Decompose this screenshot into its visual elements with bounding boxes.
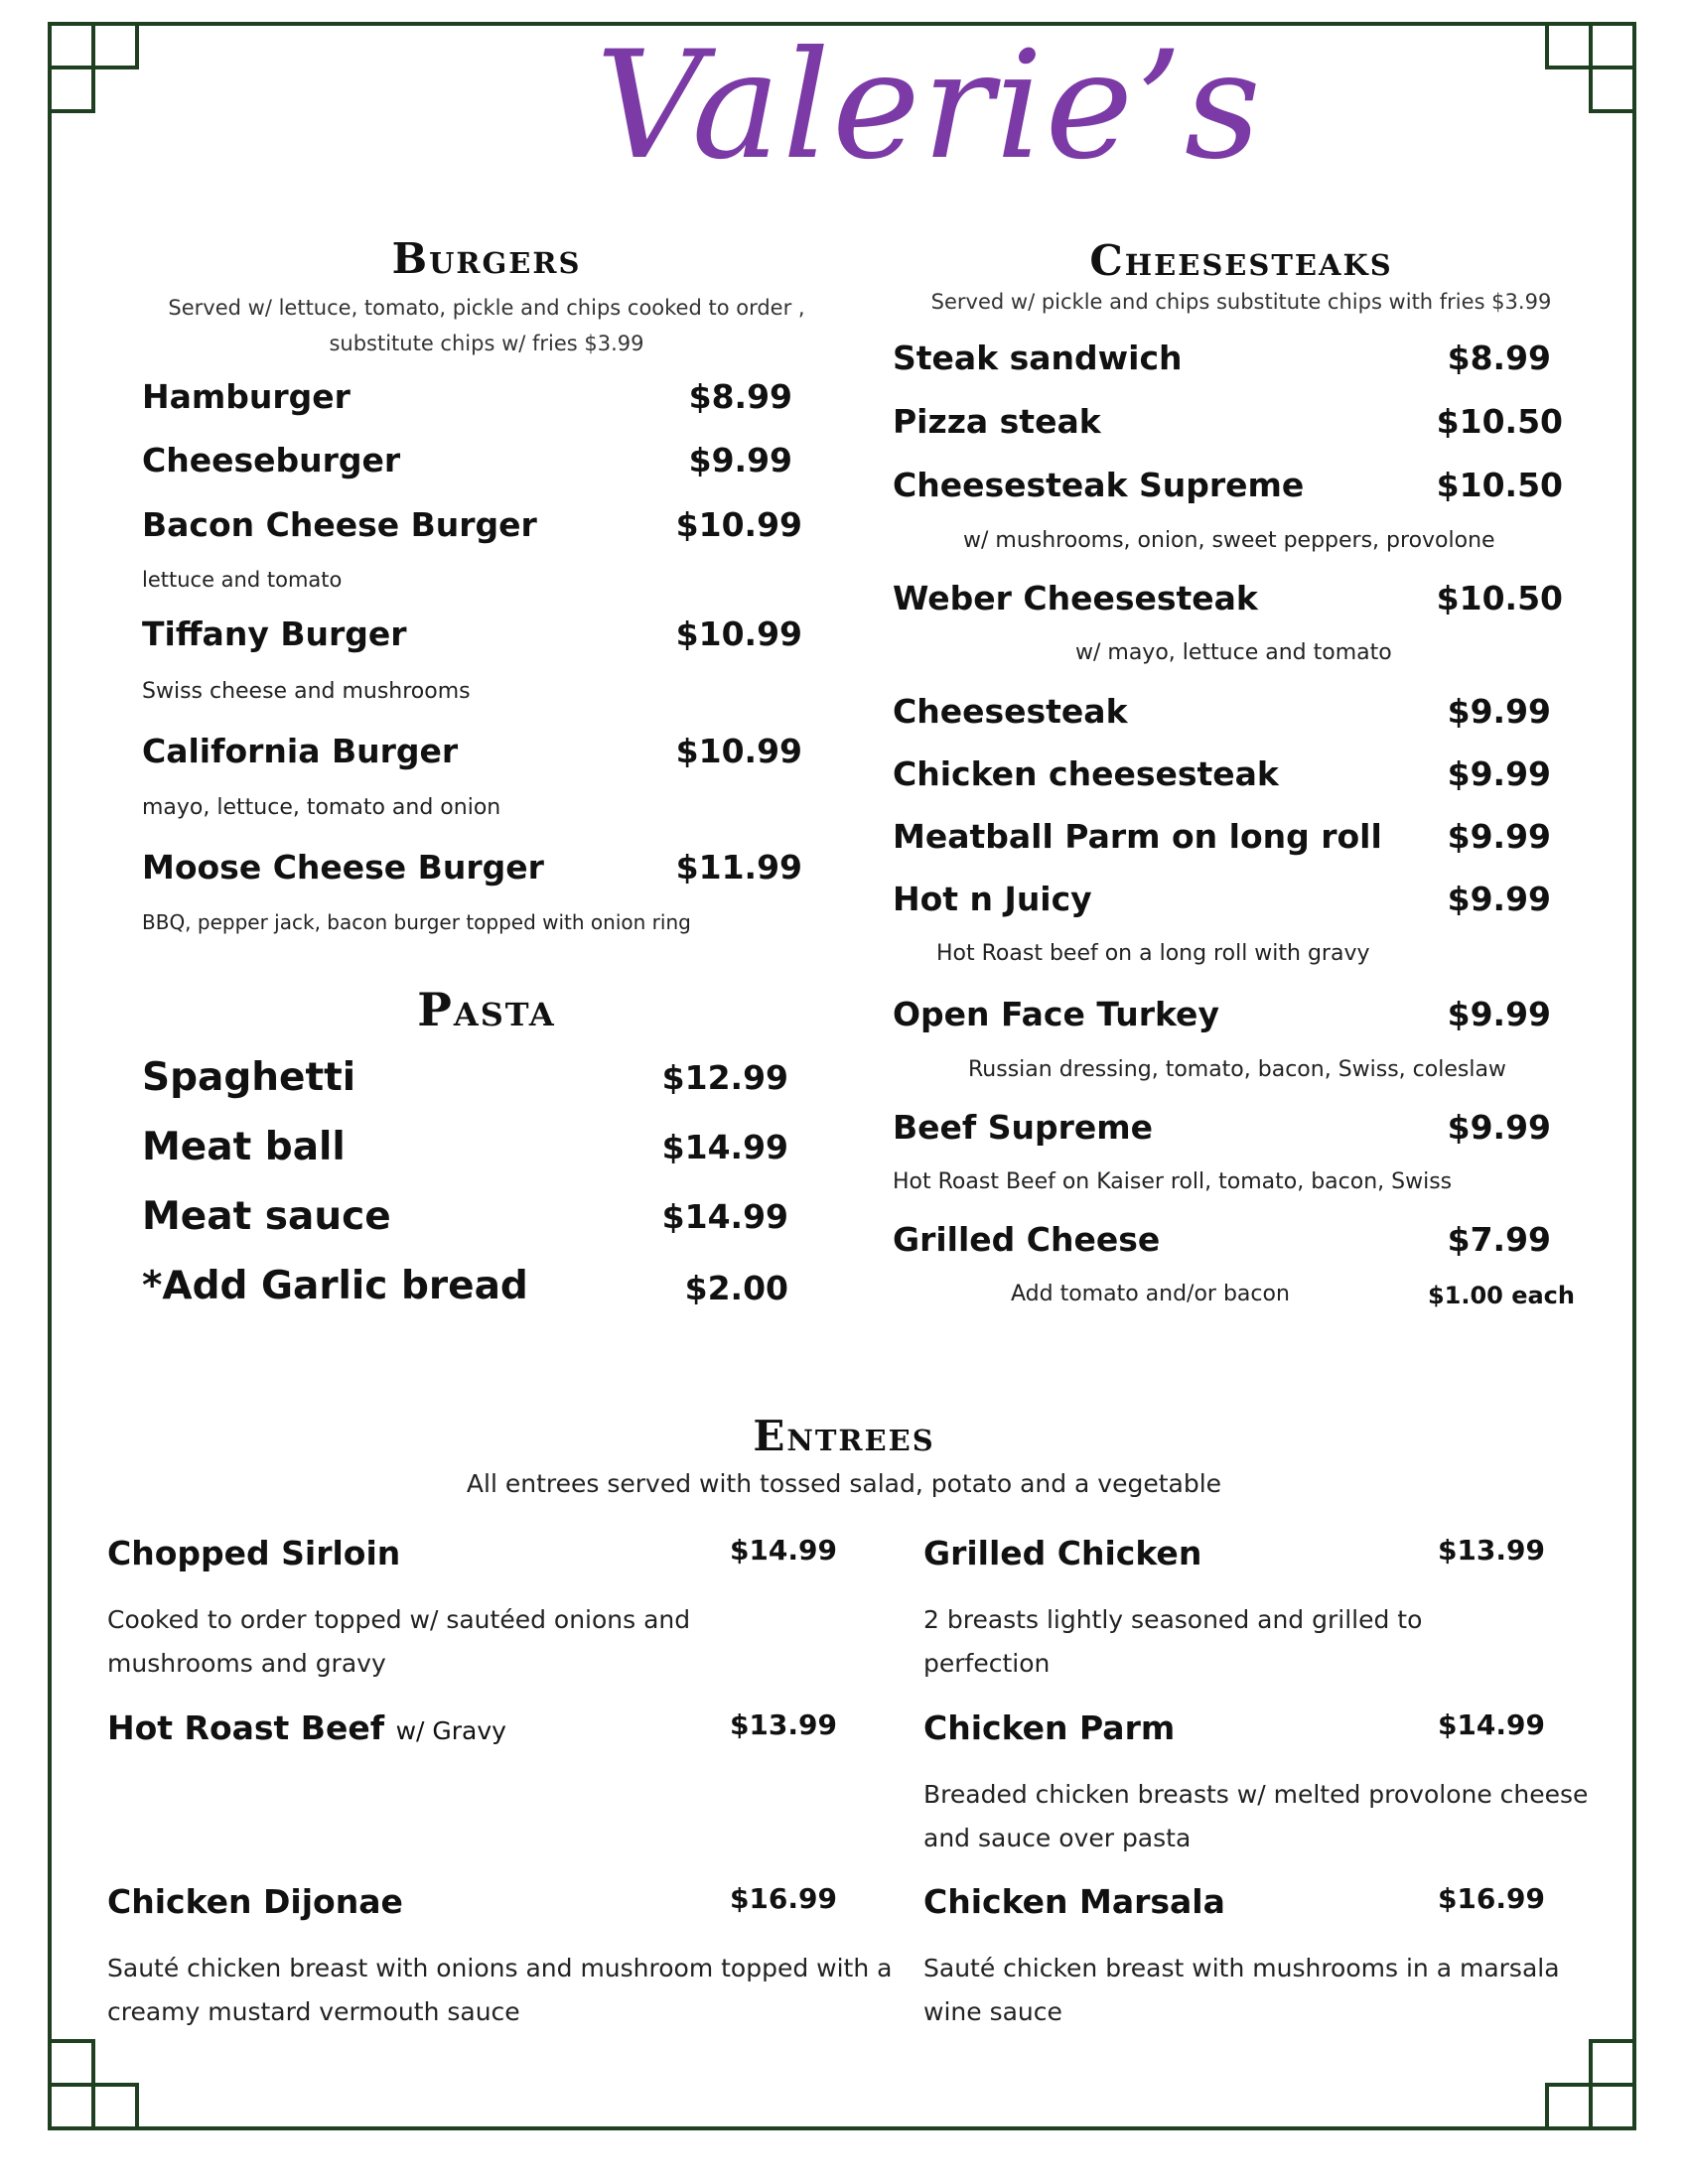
menu-item-price: $10.50 <box>1436 402 1563 441</box>
entree-price: $16.99 <box>1437 1882 1545 1915</box>
menu-item-name: Cheesesteak Supreme <box>893 466 1305 504</box>
menu-item-desc: mayo, lettuce, tomato and onion <box>142 795 501 820</box>
entree-desc: Cooked to order topped w/ sautéed onions and mushrooms and gravy <box>107 1605 691 1678</box>
menu-item-price: $9.99 <box>1447 1108 1551 1147</box>
entree-name: Grilled Chicken <box>923 1534 1202 1572</box>
entree-price: $14.99 <box>729 1534 837 1567</box>
menu-item-price: $9.99 <box>1447 817 1551 856</box>
entree-desc: Sauté chicken breast with mushrooms in a marsala wine sauce <box>923 1954 1560 2026</box>
menu-item-name: *Add Garlic bread <box>142 1264 528 1308</box>
menu-item-desc: BBQ, pepper jack, bacon burger topped with onion ring <box>142 910 691 934</box>
menu-item-name: Hot n Juicy <box>893 880 1092 918</box>
entree-name: Chicken Marsala <box>923 1882 1225 1921</box>
entree-price: $16.99 <box>729 1882 837 1915</box>
menu-item-price: $10.50 <box>1436 466 1563 504</box>
menu-item-price: $14.99 <box>661 1197 788 1236</box>
cheesesteaks-note: Served w/ pickle and chips substitute chips with fries $3.99 <box>930 290 1552 314</box>
burgers-title: Burgers <box>391 234 582 283</box>
menu-item-price: $9.99 <box>1447 754 1551 793</box>
menu-item-name: Hamburger <box>142 377 351 416</box>
restaurant-logo: Valerie’s <box>596 20 1263 193</box>
menu-item-name: Beef Supreme <box>893 1108 1154 1147</box>
menu-item-name: Open Face Turkey <box>893 995 1219 1033</box>
menu-item-desc: Russian dressing, tomato, bacon, Swiss, coleslaw <box>968 1057 1506 1082</box>
menu-item-name: Moose Cheese Burger <box>142 848 544 887</box>
menu-item-price: $9.99 <box>688 441 792 479</box>
menu-item-price: $10.99 <box>675 614 802 653</box>
menu-item-desc: w/ mayo, lettuce and tomato <box>1075 640 1392 665</box>
menu-item-name: Cheesesteak <box>893 692 1128 731</box>
entree-suffix: w/ Gravy <box>395 1716 506 1745</box>
burgers-note: Served w/ lettuce, tomato, pickle and chips cooked to order , substitute chips w/ fries $3.99 <box>168 296 805 355</box>
entree-desc: Sauté chicken breast with onions and mushroom topped with a creamy mustard vermouth sauce <box>107 1954 893 2026</box>
menu-item-price: $12.99 <box>661 1058 788 1097</box>
menu-item-price: $9.99 <box>1447 995 1551 1033</box>
menu-item-price: $9.99 <box>1447 880 1551 918</box>
menu-item-price: $10.99 <box>675 732 802 770</box>
corner-ornament-top-left <box>48 22 147 121</box>
menu-item-name: Bacon Cheese Burger <box>142 505 537 544</box>
menu-item-price: $8.99 <box>1447 339 1551 377</box>
menu-item-desc: Hot Roast beef on a long roll with gravy <box>936 941 1370 966</box>
entree-name: Chicken Parm <box>923 1708 1176 1747</box>
entree-name: Chicken Dijonae <box>107 1882 403 1921</box>
corner-ornament-bottom-left <box>48 2031 147 2130</box>
menu-item-price: $7.99 <box>1447 1220 1551 1259</box>
menu-item-name: California Burger <box>142 732 459 770</box>
menu-item-desc: Swiss cheese and mushrooms <box>142 679 471 704</box>
corner-ornament-top-right <box>1537 22 1636 121</box>
menu-item-name: Meatball Parm on long roll <box>893 817 1382 856</box>
corner-ornament-bottom-right <box>1537 2031 1636 2130</box>
menu-item-desc: w/ mushrooms, onion, sweet peppers, provolone <box>963 528 1495 553</box>
pasta-title: Pasta <box>417 983 556 1036</box>
menu-item-desc: lettuce and tomato <box>142 568 343 592</box>
menu-item-price: $10.50 <box>1436 579 1563 617</box>
menu-item-price: $8.99 <box>688 377 792 416</box>
entree-desc: Breaded chicken breasts w/ melted provolone cheese and sauce over pasta <box>923 1780 1589 1852</box>
entrees-note: All entrees served with tossed salad, potato and a vegetable <box>466 1469 1222 1498</box>
entrees-title: Entrees <box>753 1412 935 1460</box>
menu-item-price: $10.99 <box>675 505 802 544</box>
menu-item-name: Grilled Cheese <box>893 1220 1161 1259</box>
menu-item-desc: Add tomato and/or bacon <box>1011 1282 1290 1306</box>
menu-item-name: Tiffany Burger <box>142 614 407 653</box>
menu-item-name: Cheeseburger <box>142 441 401 479</box>
menu-item-price: $2.00 <box>684 1269 788 1307</box>
menu-item-name: Steak sandwich <box>893 339 1183 377</box>
menu-item-name: Pizza steak <box>893 402 1101 441</box>
entree-desc: 2 breasts lightly seasoned and grilled to perfection <box>923 1605 1423 1678</box>
menu-item-name: Weber Cheesesteak <box>893 579 1258 617</box>
menu-item-name: Meat sauce <box>142 1194 391 1239</box>
menu-item-name: Chicken cheesesteak <box>893 754 1279 793</box>
menu-item-desc: Hot Roast Beef on Kaiser roll, tomato, bacon, Swiss <box>893 1169 1453 1194</box>
entree-name: Chopped Sirloin <box>107 1534 401 1572</box>
menu-item-name: Meat ball <box>142 1125 346 1169</box>
menu-item-price: $11.99 <box>675 848 802 887</box>
menu-item-extra-price: $1.00 each <box>1427 1282 1575 1309</box>
cheesesteaks-title: Cheesesteaks <box>1089 236 1393 285</box>
entree-price: $14.99 <box>1437 1708 1545 1741</box>
menu-item-price: $9.99 <box>1447 692 1551 731</box>
entree-price: $13.99 <box>729 1708 837 1741</box>
menu-item-name: Spaghetti <box>142 1055 356 1100</box>
menu-item-price: $14.99 <box>661 1128 788 1166</box>
entree-name: Hot Roast Beef w/ Gravy <box>107 1708 506 1747</box>
entree-price: $13.99 <box>1437 1534 1545 1567</box>
